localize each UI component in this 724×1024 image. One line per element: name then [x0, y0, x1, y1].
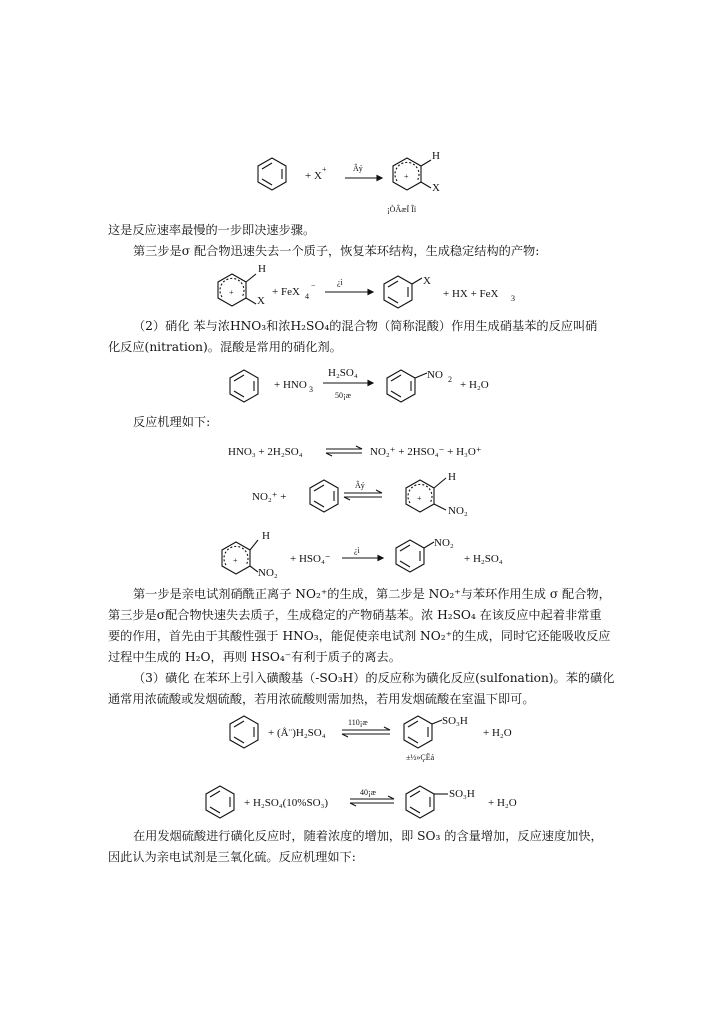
label-no2: NO: [427, 369, 443, 381]
paragraph-slow-step: 这是反应速率最慢的一步即决速步骤。: [108, 223, 316, 237]
sigma-complex-structure: [222, 540, 258, 574]
text-line: （3）磺化 在苯环上引入磺酸基（-SO₃H）的反应称为磺化反应(sulfonation)。苯的磺化: [133, 671, 615, 685]
superscript: −: [311, 281, 316, 290]
condition-h2so4: H₂SO₄: [328, 367, 358, 379]
subscript: 4: [305, 292, 309, 301]
left-side: HNO₃ + 2H₂SO₄: [228, 446, 303, 458]
charge-plus: +: [322, 165, 327, 174]
text-line: 第一步是亲电试剂硝酰正离子 NO₂⁺的生成，第二步是 NO₂⁺与苯环作用生成 σ 配合物，: [133, 587, 611, 601]
paragraph-sulfonation-intro: [108, 668, 628, 710]
equation-halogenation-step2: [255, 148, 475, 216]
arrow-label: ¿ì: [354, 546, 360, 555]
aryl-halide-structure: [384, 276, 422, 308]
benzene-structure: [230, 370, 258, 402]
equation-nitronium-attack: [252, 470, 482, 522]
product-x: X: [423, 275, 431, 287]
benzenesulfonic-acid-structure: [406, 786, 448, 818]
label-so3h: SO₃H: [442, 715, 468, 727]
label-no2: NO₂: [448, 505, 468, 517]
nitrobenzene-structure: [387, 370, 427, 402]
text-line: 通常用浓硫酸或发烟硫酸，若用浓硫酸则需加热，若用发烟硫酸在室温下即可。: [108, 692, 535, 706]
arrow-label: ¿ì: [337, 278, 343, 287]
condition-temperature: 110¡æ: [348, 718, 368, 727]
label-h: H: [448, 471, 456, 483]
reagent-hso4: + HSO₄⁻: [290, 553, 331, 565]
svg-text:+: +: [229, 288, 234, 297]
benzenesulfonic-acid-structure: [404, 716, 442, 748]
sigma-complex-structure: [406, 478, 446, 512]
label-x: X: [257, 295, 265, 307]
label-h: H: [262, 530, 270, 542]
left-side: NO₂⁺ +: [252, 491, 287, 503]
paragraph-nitration-intro: [108, 316, 628, 358]
label-h: H: [432, 150, 440, 162]
text-line: 在用发烟硫酸进行磺化反应时，随着浓度的增加，即 SO₃ 的含量增加，反应速度加快，: [133, 829, 603, 843]
text-line: 第三步是σ配合物快速失去质子，生成稳定的产物硝基苯。浓 H₂SO₄ 在该反应中起着非常重: [108, 608, 602, 622]
label-x: X: [432, 182, 440, 194]
water: + H₂O: [483, 727, 512, 739]
water: + H₂O: [488, 797, 517, 809]
product-no2: NO₂: [434, 537, 454, 549]
reagent-hno3: + HNO: [274, 379, 307, 391]
paragraph-fuming-acid: [108, 826, 628, 868]
benzene-structure: [258, 158, 286, 190]
byproducts: + H₂SO₄: [464, 553, 503, 565]
benzene-structure: [206, 786, 234, 818]
nitrobenzene-structure: [396, 540, 434, 572]
product-caption: ±½»ÇËá: [406, 753, 435, 762]
sigma-complex-structure: [393, 158, 431, 190]
subscript: 2: [448, 375, 452, 384]
reagent-x-plus: + X: [305, 170, 322, 182]
benzene-structure: [310, 480, 338, 512]
text-line: 因此认为亲电试剂是三氧化硫。反应机理如下:: [108, 850, 356, 864]
svg-text:+: +: [417, 494, 422, 503]
equation-nitration-deprotonation: [214, 530, 544, 580]
text-line: 化反应(nitration)。混酸是常用的硝化剂。: [108, 340, 342, 354]
label-no2: NO₂: [258, 567, 278, 579]
equation-sulfonation-fuming: [204, 782, 534, 824]
equation-nitronium-formation: [228, 440, 518, 462]
text-line: 要的作用，首先由于其酸性强于 HNO₃，能促使亲电试剂 NO₂⁺的生成，同时它还能吸收反应: [108, 629, 611, 643]
subscript: 3: [511, 294, 515, 303]
byproducts: + HX + FeX: [443, 288, 499, 300]
condition-temperature: 50¡æ: [335, 391, 351, 400]
right-side: NO₂⁺ + 2HSO₄⁻ + H₃O⁺: [370, 446, 482, 458]
label-so3h: SO₃H: [449, 788, 475, 800]
benzene-structure: [230, 716, 258, 748]
equation-sulfonation-conc: [228, 710, 528, 768]
equation-deprotonation: [210, 262, 540, 310]
arrow-label: Âý: [355, 481, 365, 490]
sigma-caption: ¡ÒÂæÏ Îï: [387, 205, 417, 214]
text-line: （2）硝化 苯与浓HNO₃和浓H₂SO₄的混合物（简称混酸）作用生成硝基苯的反应叫硝: [133, 319, 598, 333]
reagent-h2so4: + (Å¨)H₂SO₄: [268, 727, 326, 739]
label-h: H: [258, 263, 266, 275]
paragraph-mechanism-heading: 反应机理如下:: [133, 415, 211, 429]
arrow-label: Âý: [353, 164, 363, 173]
water: + H₂O: [460, 379, 489, 391]
paragraph-third-step: 第三步是σ 配合物迅速失去一个质子，恢复苯环结构，生成稳定结构的产物:: [133, 244, 540, 258]
reagent-fuming-acid: + H₂SO₄(10%SO₃): [244, 797, 329, 809]
condition-temperature: 40¡æ: [360, 788, 376, 797]
paragraph-mechanism-explanation: [108, 584, 628, 668]
reagent-fex4: + FeX: [272, 286, 300, 298]
subscript: 3: [309, 385, 313, 394]
svg-text:+: +: [404, 172, 409, 181]
equation-nitration: [228, 364, 508, 408]
sigma-complex-structure: [218, 274, 256, 306]
svg-text:+: +: [233, 556, 238, 565]
text-line: 过程中生成的 H₂O，再则 HSO₄⁻有利于质子的离去。: [108, 650, 401, 664]
